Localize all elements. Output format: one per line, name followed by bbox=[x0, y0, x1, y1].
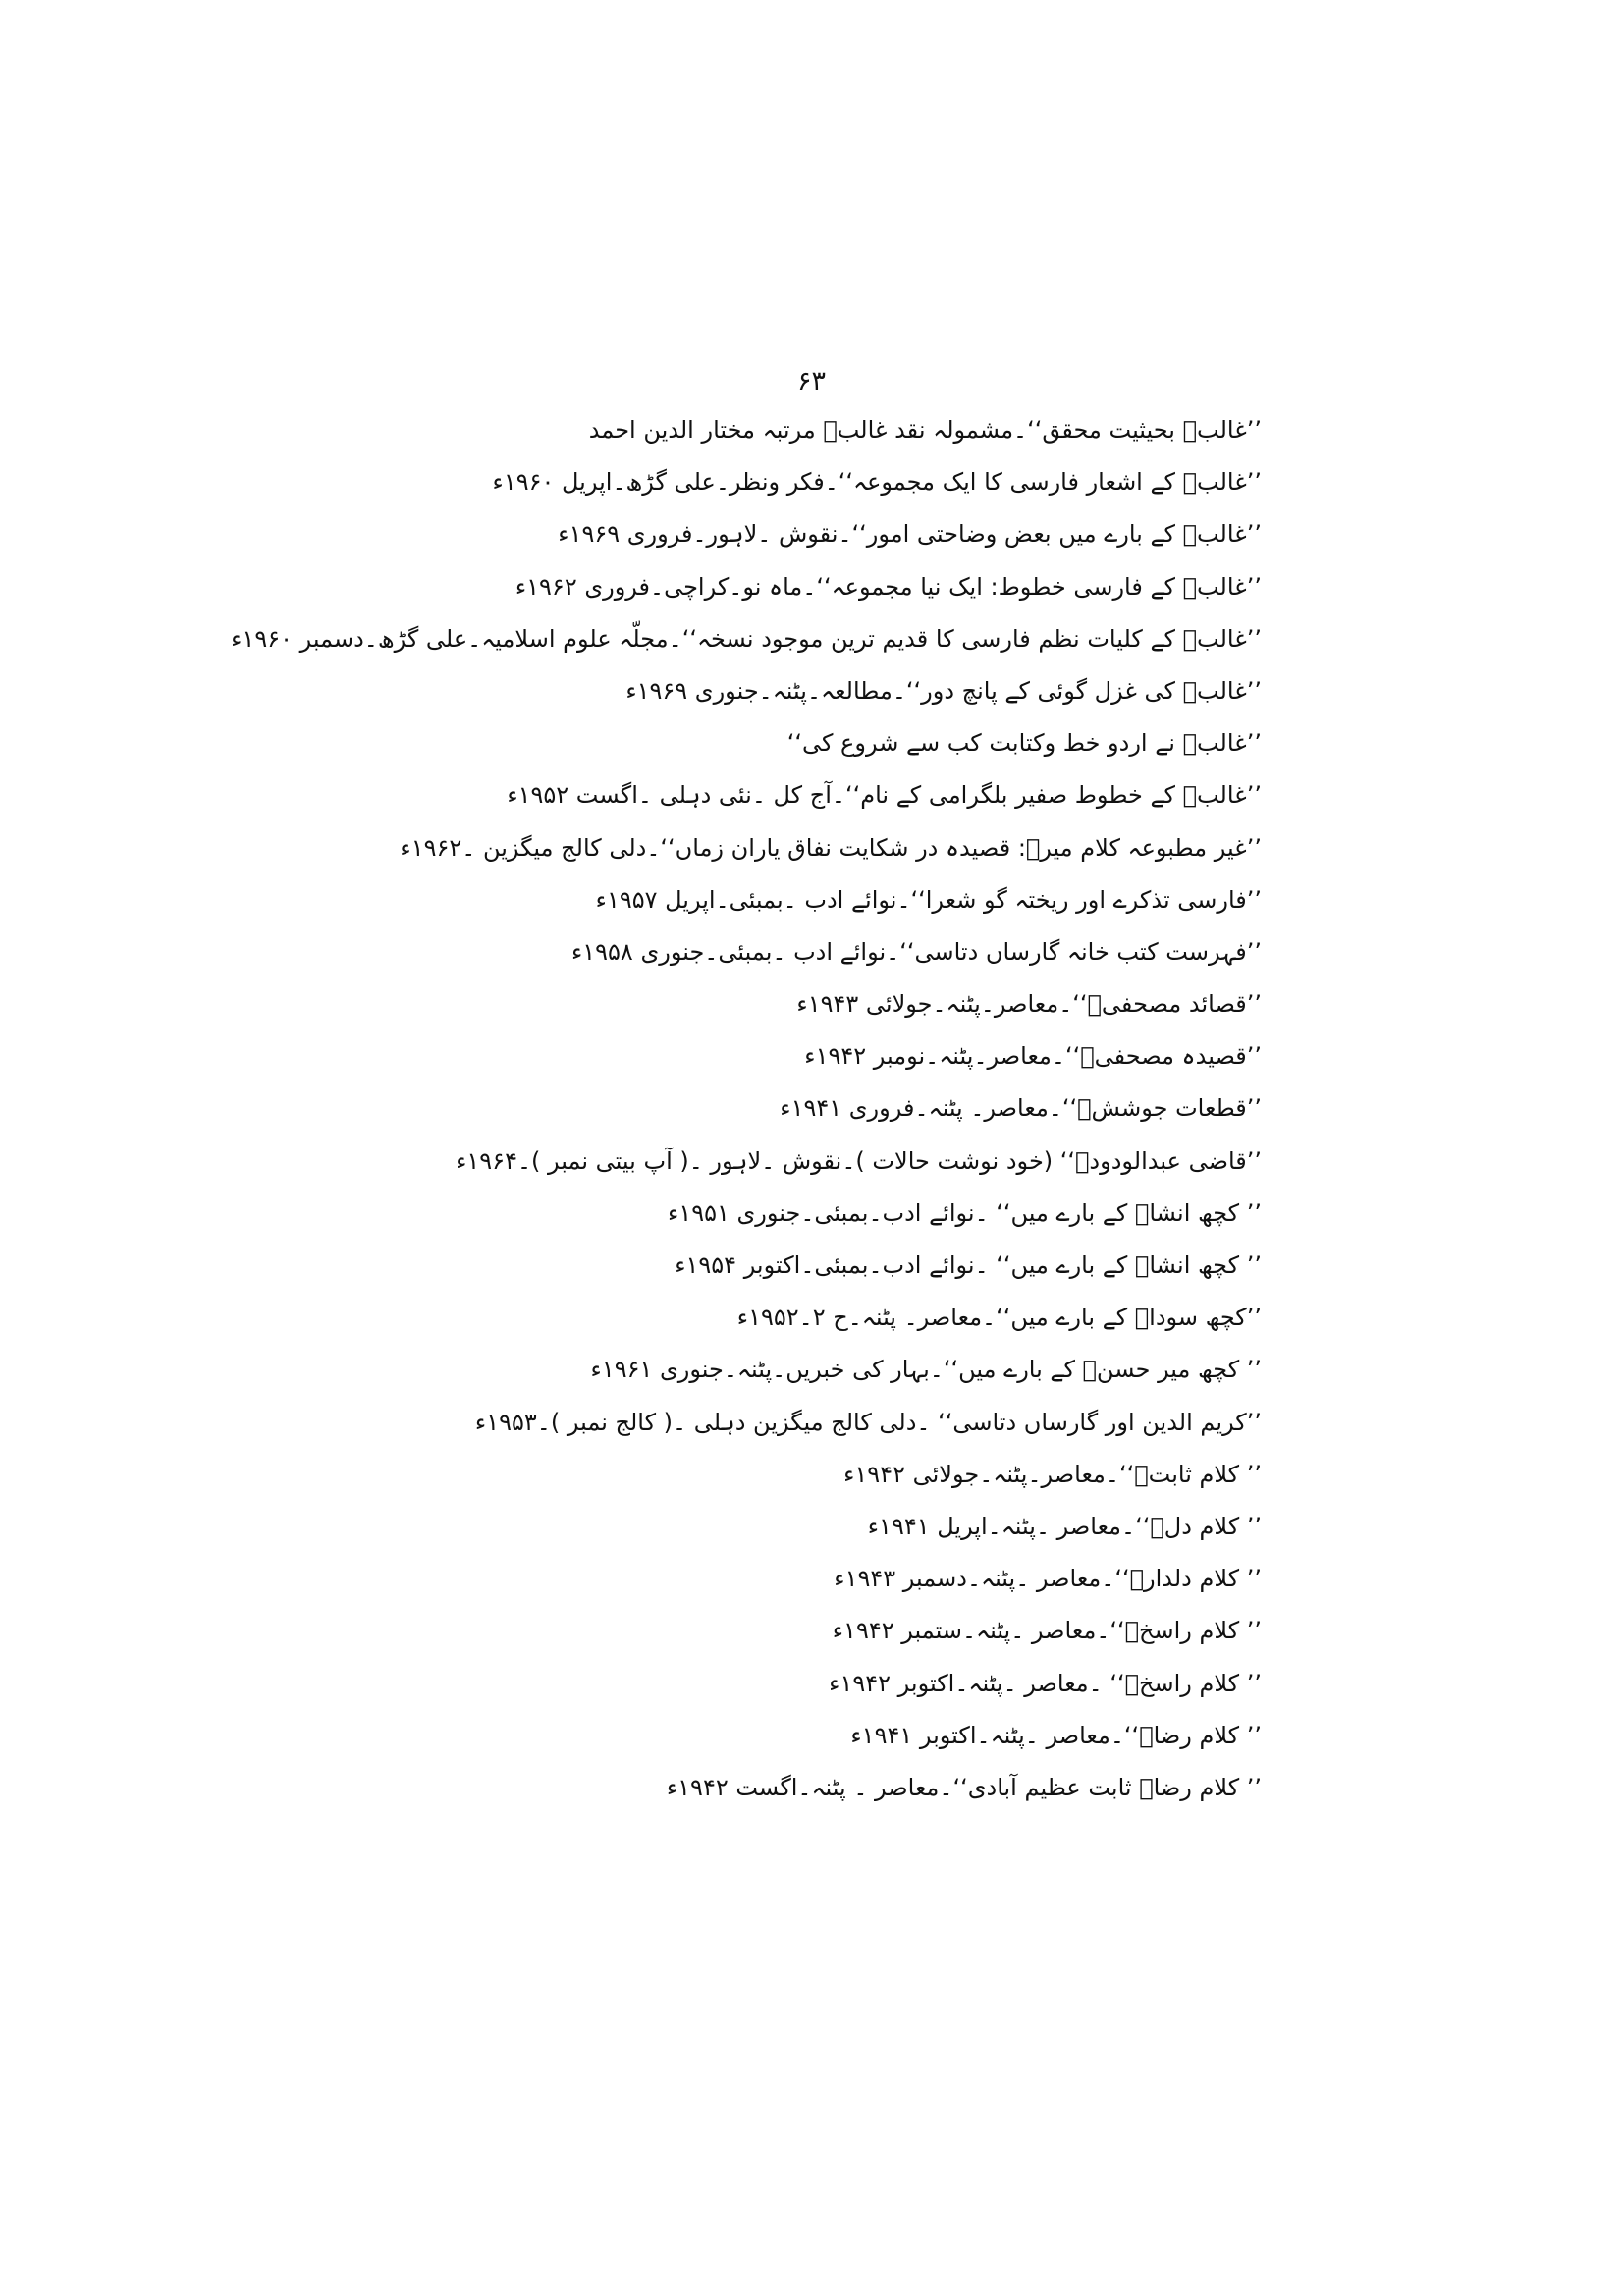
bibliography-entry: ’’غالبؔ کے بارے میں بعض وضاحتی امور‘‘۔نقوش ۔لاہور۔فروری ۱۹۶۹ء bbox=[558, 520, 1262, 549]
bibliography-entry: ’’غالبؔ کے کلیات نظم فارسی کا قدیم ترین موجود نسخہ‘‘۔مجلّہ علوم اسلامیہ۔علی گڑھ۔دسمبر ۱۹۶۰ء bbox=[231, 624, 1262, 653]
bibliography-entry: ’’کچھ سوداؔ کے بارے میں‘‘۔معاصر۔ پٹنہ۔ح ۲۔۱۹۵۲ء bbox=[736, 1304, 1262, 1332]
bibliography-entry: ’’کریم الدین اور گارساں دتاسی‘‘ ۔دلی کالج میگزین دہلی ۔( کالج نمبر )۔۱۹۵۳ء bbox=[474, 1408, 1262, 1436]
bibliography-entry: ’’قصائد مصحفیؔ‘‘۔معاصر۔پٹنہ۔جولائی ۱۹۴۳ء bbox=[796, 990, 1262, 1019]
bibliography-entry: ’’غالبؔ کی غزل گوئی کے پانچ دور‘‘۔مطالعہ۔پٹنہ۔جنوری ۱۹۶۹ء bbox=[625, 676, 1262, 705]
bibliography-entry: ’’قصیدہ مصحفیؔ‘‘۔معاصر۔پٹنہ۔نومبر ۱۹۴۲ء bbox=[804, 1042, 1262, 1071]
bibliography-entry: ’’ کلام راسخؔ‘‘ ۔معاصر ۔پٹنہ۔اکتوبر ۱۹۴۲ء bbox=[829, 1669, 1262, 1697]
bibliography-entry: ’’غالبؔ بحیثیت محقق‘‘۔مشمولہ نقد غالبؔ مرتبہ مختار الدین احمد bbox=[588, 416, 1262, 444]
bibliography-entry: ’’ کلام راسخؔ‘‘۔معاصر ۔پٹنہ۔ستمبر ۱۹۴۲ء bbox=[832, 1617, 1262, 1645]
bibliography-entry: ’’غالبؔ کے فارسی خطوط: ایک نیا مجموعہ‘‘۔ماہ نو۔کراچی۔فروری ۱۹۶۲ء bbox=[514, 572, 1262, 601]
page-number: ۶۳ bbox=[796, 366, 826, 397]
bibliography-entry: ’’ کچھ انشاؔ کے بارے میں‘‘ ۔نوائے ادب۔بمبئی۔جنوری ۱۹۵۱ء bbox=[668, 1199, 1262, 1227]
bibliography-entry: ’’فارسی تذکرے اور ریختہ گو شعرا‘‘۔نوائے ادب ۔بمبئی۔اپریل ۱۹۵۷ء bbox=[595, 885, 1262, 914]
bibliography-entry: ’’ کلام دلؔ‘‘۔معاصر ۔پٹنہ۔اپریل ۱۹۴۱ء bbox=[867, 1512, 1262, 1540]
bibliography-entry: ’’غالبؔ کے خطوط صفیر بلگرامی کے نام‘‘۔آج کل ۔نئی دہلی ۔اگست ۱۹۵۲ء bbox=[507, 781, 1262, 810]
bibliography-entry: ’’ کلام ثابتؔ‘‘۔معاصر۔پٹنہ۔جولائی ۱۹۴۲ء bbox=[843, 1460, 1262, 1488]
bibliography-entry: ’’غالبؔ کے اشعار فارسی کا ایک مجموعہ‘‘۔فکر ونظر۔علی گڑھ۔اپریل ۱۹۶۰ء bbox=[492, 468, 1262, 497]
bibliography-entry: ’’قطعات جوششؔ‘‘۔معاصر۔ پٹنہ۔فروری ۱۹۴۱ء bbox=[780, 1095, 1262, 1123]
bibliography-list bbox=[231, 404, 1262, 1814]
bibliography-entry: ’’فہرست کتب خانہ گارساں دتاسی‘‘۔نوائے ادب ۔بمبئی۔جنوری ۱۹۵۸ء bbox=[570, 937, 1262, 966]
bibliography-entry: ’’ کلام رضاؔ ثابت عظیم آبادی‘‘۔معاصر ۔ پٹنہ۔اگست ۱۹۴۲ء bbox=[666, 1773, 1262, 1801]
bibliography-entry: ’’ کچھ میر حسنؔ کے بارے میں‘‘۔بہار کی خبریں۔پٹنہ۔جنوری ۱۹۶۱ء bbox=[590, 1356, 1262, 1384]
bibliography-entry: ’’ کچھ انشاؔ کے بارے میں‘‘ ۔نوائے ادب۔بمبئی۔اکتوبر ۱۹۵۴ء bbox=[675, 1252, 1262, 1279]
bibliography-entry: ’’ کلام دلدارؔ‘‘۔معاصر ۔پٹنہ۔دسمبر ۱۹۴۳ء bbox=[834, 1565, 1262, 1593]
bibliography-entry: ’’غیر مطبوعہ کلام میرؔ: قصیدہ در شکایت نفاق یاران زماں‘‘۔دلی کالج میگزین ۔۱۹۶۲ء bbox=[400, 833, 1262, 862]
bibliography-entry: ’’قاضی عبدالودودؔ‘‘ (خود نوشت حالات )۔نقوش ۔لاہور ۔( آپ بیتی نمبر )۔۱۹۶۴ء bbox=[456, 1147, 1262, 1175]
bibliography-entry: ’’غالبؔ نے اردو خط وکتابت کب سے شروع کی‘‘ bbox=[786, 729, 1262, 758]
bibliography-entry: ’’ کلام رضاؔ‘‘۔معاصر ۔پٹنہ۔اکتوبر ۱۹۴۱ء bbox=[850, 1721, 1262, 1749]
